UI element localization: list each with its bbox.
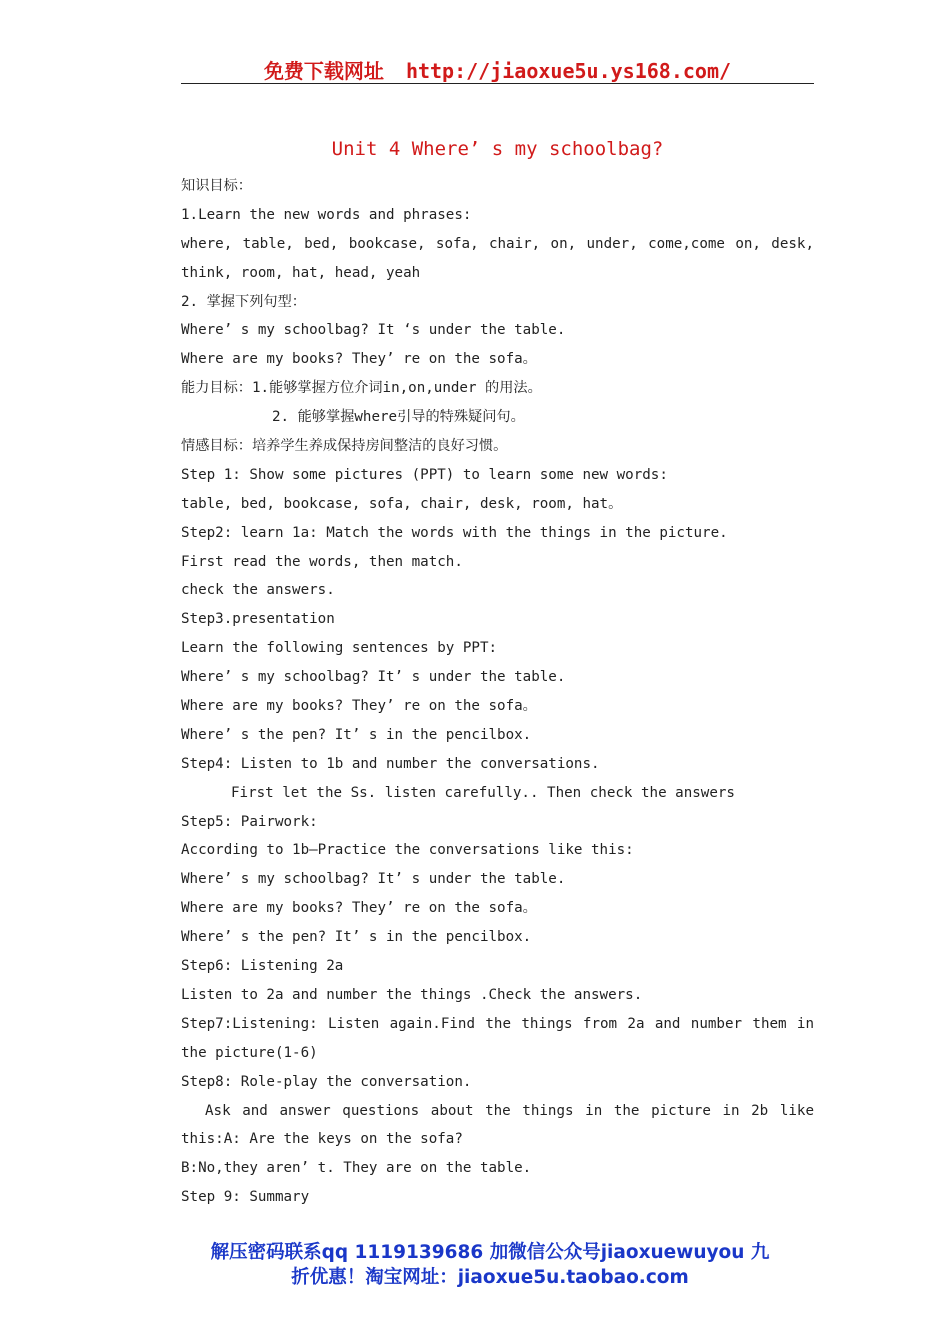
text-line: First let the Ss. listen carefully.. Then check the answers	[231, 784, 735, 801]
text-line: Where are my books? They’ re on the sofa。	[181, 351, 537, 368]
text-line: Step8: Role-play the conversation.	[181, 1073, 472, 1090]
text-line: Listen to 2a and number the things .Check the answers.	[181, 986, 643, 1003]
text-line: the picture(1-6)	[181, 1044, 318, 1061]
text-line: check the answers.	[181, 582, 335, 599]
page-header	[181, 55, 814, 83]
text-line: Ask and answer questions about the things in the picture in 2b like	[205, 1102, 814, 1119]
header-divider	[181, 83, 814, 84]
text-line: Step2: learn 1a: Match the words with the things in the picture.	[181, 524, 728, 541]
footer-line-1: 解压密码联系qq 1119139686 加微信公众号jiaoxuewuyou 九	[210, 1242, 770, 1263]
text-line: table, bed, bookcase, sofa, chair, desk, room, hat。	[181, 495, 623, 512]
footer-line-2: 折优惠！淘宝网址：jiaoxue5u.taobao.com	[291, 1267, 689, 1288]
text-line: think, room, hat, head, yeah	[181, 264, 421, 281]
text-line: 能力目标：1.能够掌握方位介词in,on,under 的用法。	[181, 380, 542, 397]
page-title: Unit 4 Where’ s my schoolbag?	[331, 138, 664, 160]
text-line: Where’ s my schoolbag? It’ s under the table.	[181, 871, 566, 888]
text-line: B:No,they aren’ t. They are on the table.	[181, 1160, 532, 1177]
text-line: According to 1b—Practice the conversations like this:	[181, 842, 634, 859]
page-footer	[150, 1240, 830, 1290]
text-line: Where are my books? They’ re on the sofa。	[181, 698, 537, 715]
text-line: 1.Learn the new words and phrases:	[181, 206, 472, 223]
text-line: 情感目标：培养学生养成保持房间整洁的良好习惯。	[181, 438, 508, 455]
text-line: Step3.presentation	[181, 611, 335, 628]
text-line: Step5: Pairwork:	[181, 813, 318, 830]
text-line: where, table, bed, bookcase, sofa, chair, on, under, come,come on, desk,	[181, 235, 814, 252]
text-line: 2. 能够掌握where引导的特殊疑问句。	[272, 409, 525, 426]
text-line: 知识目标：	[181, 178, 252, 194]
text-line: Step7:Listening: Listen again.Find the things from 2a and number them in	[181, 1015, 814, 1032]
text-line: Step4: Listen to 1b and number the conversations.	[181, 755, 600, 772]
text-line: First read the words, then match.	[181, 553, 463, 570]
text-line: Step 1: Show some pictures (PPT) to learn some new words:	[181, 466, 668, 483]
text-line: this:A: Are the keys on the sofa?	[181, 1131, 463, 1148]
text-line: Learn the following sentences by PPT:	[181, 640, 498, 657]
header-url[interactable]: http://jiaoxue5u.ys168.com/	[405, 59, 732, 83]
text-line: Where are my books? They’ re on the sofa。	[181, 900, 537, 917]
text-line: Step6: Listening 2a	[181, 958, 344, 975]
document-body	[181, 172, 814, 1212]
text-line: Where’ s the pen? It’ s in the pencilbox.	[181, 929, 532, 946]
text-line: Where’ s my schoolbag? It’ s under the table.	[181, 669, 566, 686]
header-label: 免费下载网址	[263, 59, 384, 83]
text-line: Where’ s my schoolbag? It ‘s under the table.	[181, 322, 566, 339]
text-line: Step 9: Summary	[181, 1189, 310, 1206]
text-line: 2. 掌握下列句型：	[181, 293, 306, 310]
text-line: Where’ s the pen? It’ s in the pencilbox.	[181, 726, 532, 743]
